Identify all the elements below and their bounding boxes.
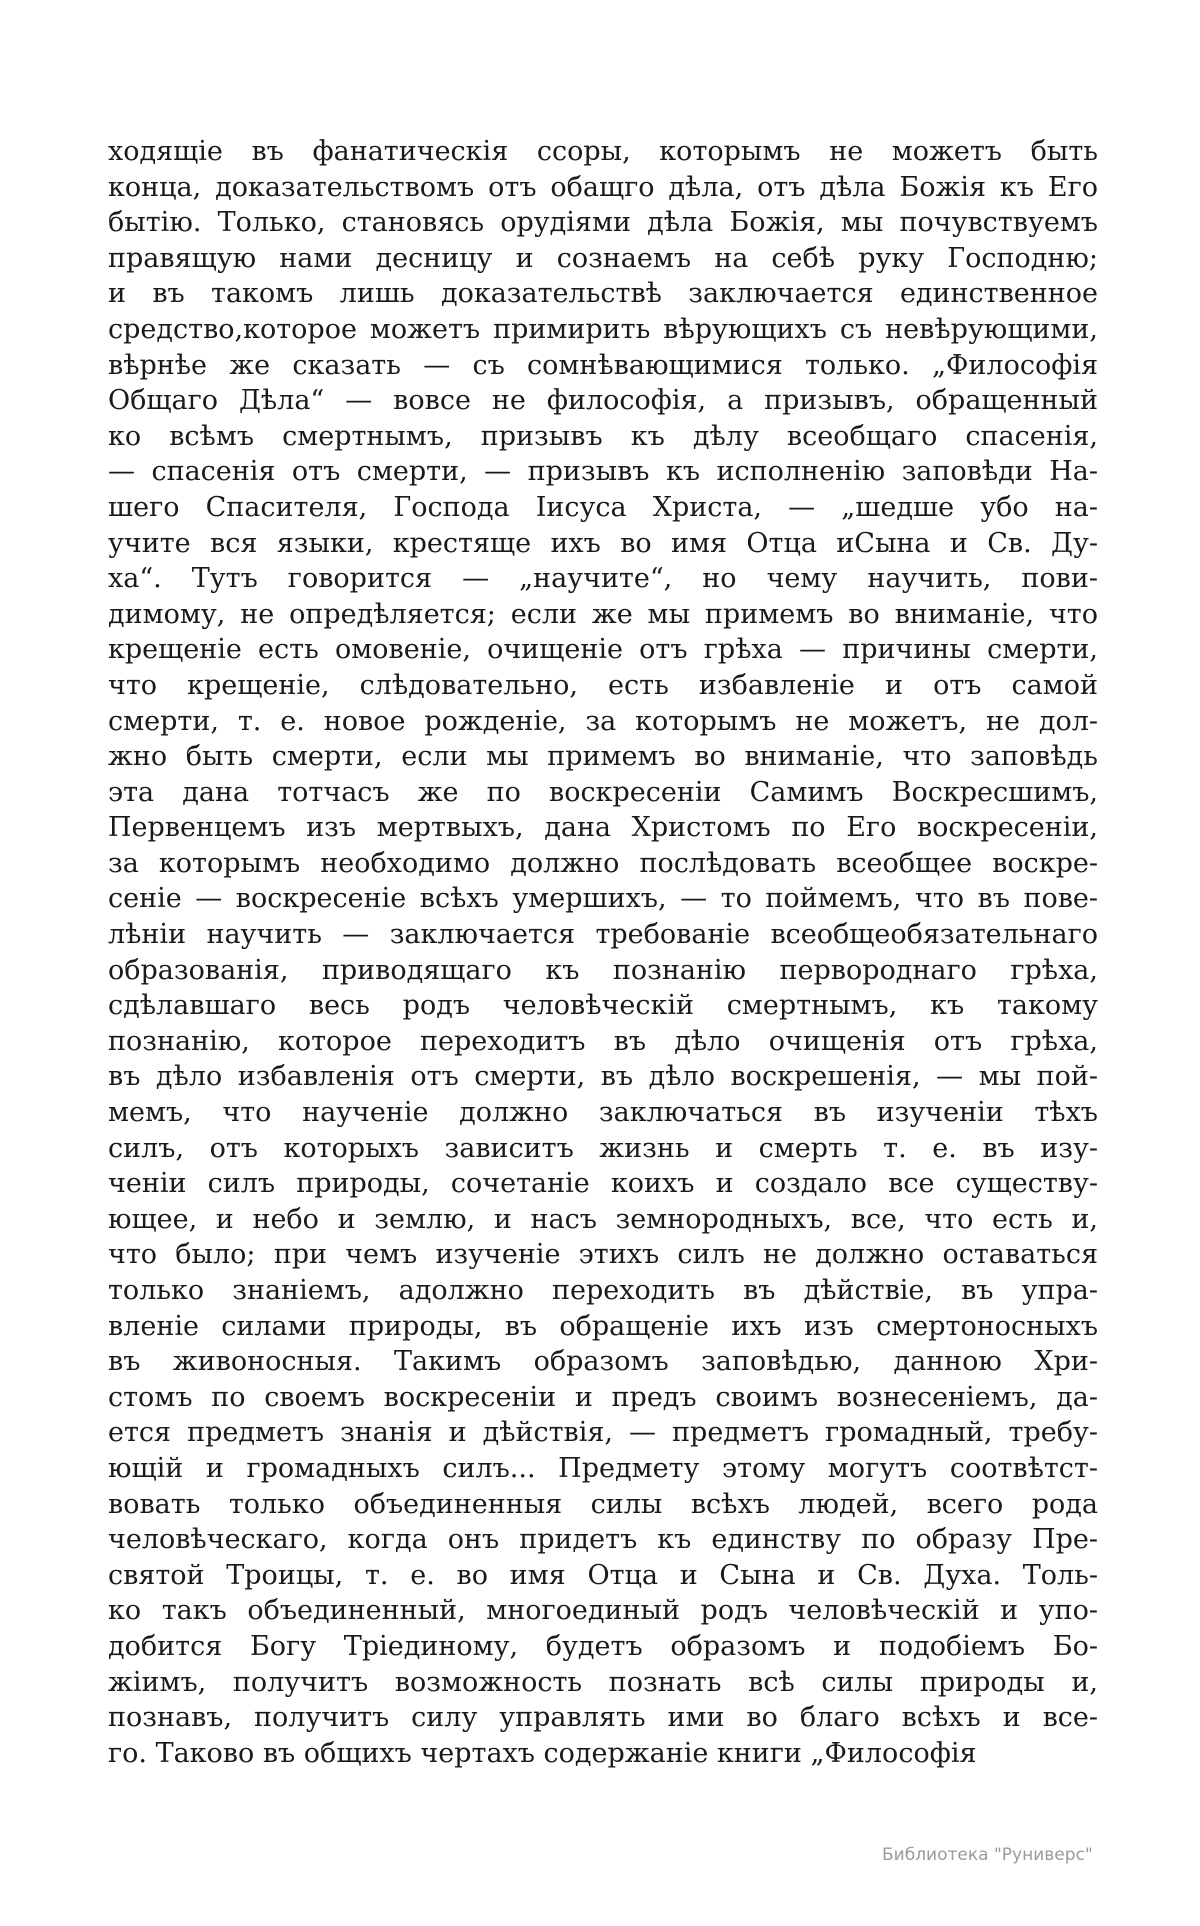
text-line: шего Спасителя, Господа Іисуса Христа, — „шедше убо на- bbox=[108, 491, 1098, 523]
text-line: го. Таково въ общихъ чертахъ содержаніе книги „Философія bbox=[108, 1737, 977, 1769]
text-line: ется предметъ знанія и дѣйствія, — предметъ громадный, требу- bbox=[108, 1417, 1098, 1449]
text-line: и въ такомъ лишь доказательствѣ заключается единственное bbox=[108, 278, 1098, 310]
text-line: сеніе — воскресеніе всѣхъ умершихъ, — то поймемъ, что въ пове- bbox=[108, 883, 1098, 915]
page-text bbox=[108, 134, 1098, 1771]
text-line: образованія, приводящаго къ познанію первороднаго грѣха, bbox=[108, 954, 1098, 986]
text-line: что крещеніе, слѣдовательно, есть избавленіе и отъ самой bbox=[108, 669, 1098, 701]
text-line: Общаго Дѣла“ — вовсе не философія, а призывъ, обращенный bbox=[108, 385, 1098, 417]
text-line: жіимъ, получитъ возможность познать всѣ силы природы и, bbox=[108, 1666, 1098, 1698]
text-line: смерти, т. е. новое рожденіе, за которымъ не можетъ, не дол- bbox=[108, 705, 1098, 737]
text-line: жно быть смерти, если мы примемъ во вниманіе, что заповѣдь bbox=[108, 741, 1098, 773]
text-line: ющее, и небо и землю, и насъ земнородныхъ, все, что есть и, bbox=[108, 1203, 1098, 1235]
text-line: учите вся языки, крестяще ихъ во имя Отца иСына и Св. Ду- bbox=[108, 527, 1098, 559]
text-line: вленіе силами природы, въ обращеніе ихъ изъ смертоносныхъ bbox=[108, 1310, 1098, 1342]
library-watermark: Библиотека "Руниверс" bbox=[882, 1845, 1093, 1865]
text-line: ющій и громадныхъ силъ... Предмету этому могутъ соотвѣтст- bbox=[108, 1452, 1098, 1484]
text-line: ха“. Тутъ говорится — „научите“, но чему научить, пови- bbox=[108, 563, 1098, 595]
text-line: вѣрнѣе же сказать — съ сомнѣвающимися только. „Философія bbox=[108, 349, 1098, 381]
text-line: ко такъ объединенный, многоединый родъ человѣческій и упо- bbox=[108, 1595, 1098, 1627]
text-line: вовать только объединенныя силы всѣхъ людей, всего рода bbox=[108, 1488, 1098, 1520]
text-line: за которымъ необходимо должно послѣдовать всеобщее воскре- bbox=[108, 847, 1098, 879]
text-line: человѣческаго, когда онъ придетъ къ единству по образу Пре- bbox=[108, 1524, 1098, 1556]
text-line: силъ, отъ которыхъ зависитъ жизнь и смерть т. е. въ изу- bbox=[108, 1132, 1098, 1164]
text-line: сдѣлавшаго весь родъ человѣческій смертнымъ, къ такому bbox=[108, 990, 1098, 1022]
text-line: лѣніи научить — заключается требованіе всеобщеобязательнаго bbox=[108, 919, 1098, 951]
text-line: ходящіе въ фанатическія ссоры, которымъ не можетъ быть bbox=[108, 136, 1098, 167]
text-line: въ дѣло избавленія отъ смерти, въ дѣло воскрешенія, — мы пой- bbox=[108, 1061, 1098, 1093]
text-line: — спасенія отъ смерти, — призывъ къ исполненію заповѣди На- bbox=[108, 456, 1098, 488]
text-line: стомъ по своемъ воскресеніи и предъ своимъ вознесеніемъ, да- bbox=[108, 1381, 1098, 1413]
text-line: средство,которое можетъ примирить вѣрующихъ съ невѣрующими, bbox=[108, 313, 1098, 345]
text-line: правящую нами десницу и сознаемъ на себѣ руку Господню; bbox=[108, 242, 1098, 274]
text-line: только знаніемъ, адолжно переходить въ дѣйствіе, въ упра- bbox=[108, 1275, 1098, 1306]
text-line: въ живоносныя. Такимъ образомъ заповѣдью, данною Хри- bbox=[108, 1346, 1098, 1378]
text-line: конца, доказательствомъ отъ обащго дѣла, отъ дѣла Божія къ Его bbox=[108, 171, 1098, 203]
text-line: эта дана тотчасъ же по воскресеніи Самимъ Воскресшимъ, bbox=[108, 776, 1098, 808]
text-line: Первенцемъ изъ мертвыхъ, дана Христомъ по Его воскресеніи, bbox=[108, 812, 1098, 844]
text-line: святой Троицы, т. е. во имя Отца и Сына и Св. Духа. Толь- bbox=[108, 1559, 1098, 1591]
text-line: ченіи силъ природы, сочетаніе коихъ и создало все существу- bbox=[108, 1168, 1098, 1200]
text-line: крещеніе есть омовеніе, очищеніе отъ грѣха — причины смерти, bbox=[108, 634, 1098, 666]
text-line: димому, не опредѣляется; если же мы примемъ во вниманіе, что bbox=[108, 598, 1098, 630]
text-line: бытію. Только, становясь орудіями дѣла Божія, мы почувствуемъ bbox=[108, 207, 1098, 239]
text-line: познанію, которое переходитъ въ дѣло очищенія отъ грѣха, bbox=[108, 1025, 1098, 1057]
text-line: что было; при чемъ изученіе этихъ силъ не должно оставаться bbox=[108, 1239, 1098, 1271]
text-line: познавъ, получитъ силу управлять ими во благо всѣхъ и все- bbox=[108, 1702, 1098, 1734]
text-line: мемъ, что наученіе должно заключаться въ изученіи тѣхъ bbox=[108, 1097, 1098, 1129]
text-line: добится Богу Тріединому, будетъ образомъ и подобіемъ Бо- bbox=[108, 1630, 1098, 1662]
text-line: ко всѣмъ смертнымъ, призывъ къ дѣлу всеобщаго спасенія, bbox=[108, 420, 1098, 452]
